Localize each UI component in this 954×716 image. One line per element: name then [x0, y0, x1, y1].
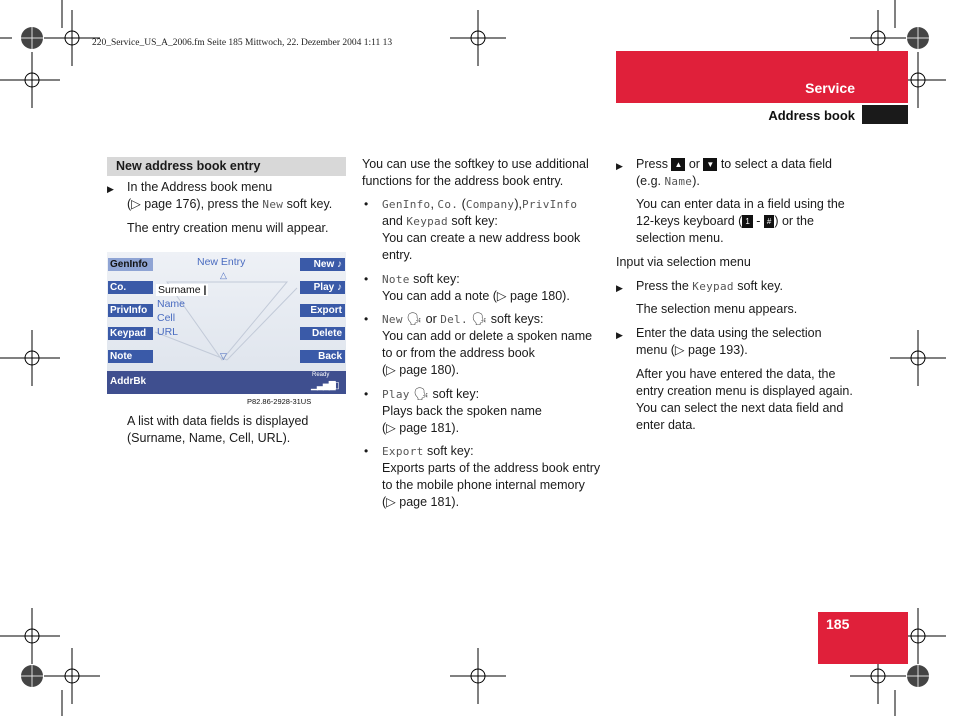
field-cell: Cell [157, 312, 176, 324]
voice-icon: 🗣 [471, 312, 488, 326]
softkey-delete: Delete [300, 327, 345, 340]
softkey-export: Export [300, 304, 345, 317]
scroll-up-icon: △ [220, 270, 227, 280]
step-1-result: The entry creation menu will appear. [127, 221, 329, 235]
ready-label: Ready [312, 372, 330, 378]
sub-heading: Input via selection menu [616, 255, 751, 269]
screen-title: New Entry [197, 256, 246, 268]
step-arrow: ▶ [616, 161, 623, 171]
bullet-3: New 🗣 or Del. 🗣 soft keys: You can add or delete a spoken name to or from the address book (▷ page 180). [382, 312, 593, 377]
bullet: • [364, 312, 369, 326]
section-title: Address book [768, 108, 855, 123]
bullet: • [364, 272, 369, 286]
section-marker [862, 105, 908, 124]
field-name: Name [157, 298, 186, 310]
step-arrow: ▶ [616, 283, 623, 293]
softkey-back: Back [300, 350, 345, 363]
chapter-tab [616, 51, 908, 103]
entry-screen-figure [107, 252, 346, 394]
step-arrow: ▶ [107, 184, 114, 194]
field-surname: Surname | [158, 284, 207, 296]
bullet: • [364, 444, 369, 458]
bullet: • [364, 387, 369, 401]
section-heading: New address book entry [116, 159, 261, 173]
softkey-note: Note [108, 350, 153, 363]
scroll-down-icon: ▽ [220, 351, 227, 361]
step-1: In the Address book menu (▷ page 176), press the New soft key. [127, 180, 333, 211]
step-press-keypad-result: The selection menu appears. [636, 302, 798, 316]
key-hash-icon: # [764, 215, 774, 228]
status-bar [107, 371, 346, 394]
softkey-privinfo: PrivInfo [108, 304, 153, 317]
up-key-icon: ▲ [671, 158, 685, 171]
keyboard-info: You can enter data in a field using the 12-keys keyboard ( 1 - # ) or the selection menu. [636, 197, 845, 245]
bullet-4: Play 🗣 soft key: Plays back the spoken name (▷ page 181). [382, 387, 542, 435]
caption-line-1: A list with data fields is displayed [127, 414, 309, 428]
bullet: • [364, 197, 369, 211]
caption-line-2: (Surname, Name, Cell, URL). [127, 431, 291, 445]
bullet-1: GenInfo, Co. (Company),PrivInfo and Keypad soft key: You can create a new address book entry. [382, 197, 581, 262]
signal-strength-icon: ▁▃▅▇▯ [311, 380, 339, 390]
bullet-2: Note soft key: You can add a note (▷ page 180). [382, 272, 570, 303]
softkey-keypad: Keypad [108, 327, 153, 340]
softkey-geninfo: GenInfo [108, 258, 153, 271]
key-1-icon: 1 [742, 215, 752, 228]
down-key-icon: ▼ [703, 158, 717, 171]
chapter-title: Service [805, 80, 855, 96]
softkey-play: Play ♪ [300, 281, 345, 294]
intro-line-1: You can use the softkey to use additional [362, 157, 589, 171]
bullet-5: Export soft key: Exports parts of the address book entry to the mobile phone internal memory (▷ page 181). [382, 444, 601, 509]
file-header-line: 220_Service_US_A_2006.fm Seite 185 Mittwoch, 22. Dezember 2004 1:11 13 [92, 38, 393, 48]
voice-icon: 🗣 [413, 387, 430, 401]
step-arrow: ▶ [616, 330, 623, 340]
step-press-arrows: Press ▲ or ▼ to select a data field (e.g. Name). [636, 157, 832, 188]
after-entry-info: After you have entered the data, the entry creation menu is displayed again. You can select the next data field and enter data. [636, 367, 853, 432]
step-enter-data: Enter the data using the selection menu (▷ page 193). [636, 326, 822, 357]
figure-id: P82.86-2928-31US [247, 397, 312, 406]
step-press-keypad: Press the Keypad soft key. [636, 279, 783, 293]
softkey-new: New ♪ [300, 258, 345, 271]
page-number: 185 [826, 616, 850, 632]
softkey-co: Co. [108, 281, 153, 294]
intro-line-2: functions for the address book entry. [362, 174, 564, 188]
voice-icon: 🗣 [406, 312, 423, 326]
status-label: AddrBk [110, 376, 147, 387]
field-url: URL [157, 326, 179, 338]
